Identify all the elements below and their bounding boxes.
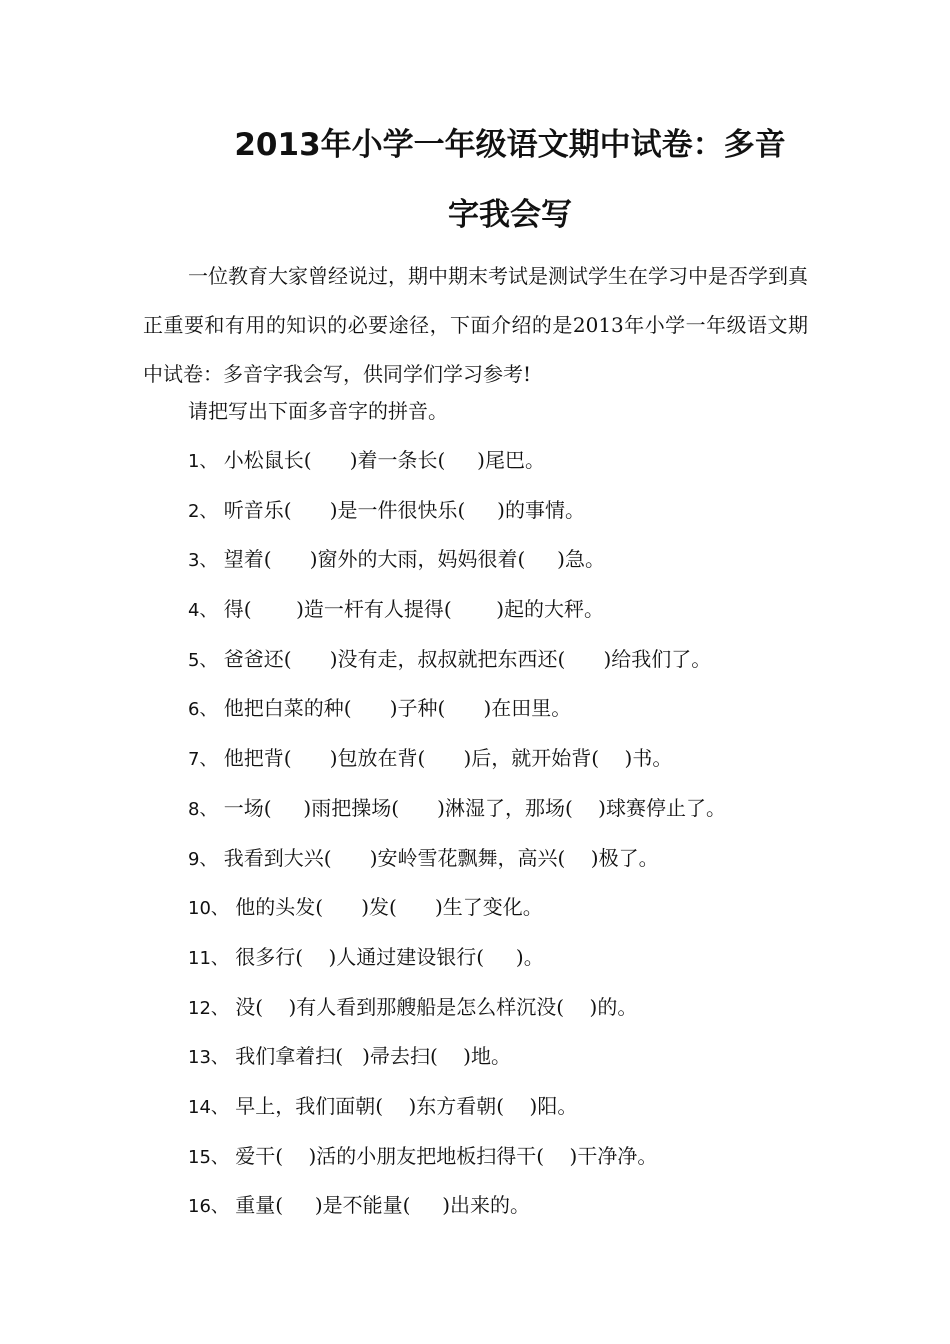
question-number: 9、	[188, 848, 218, 870]
question-item	[188, 987, 726, 1037]
question-number: 4、	[188, 600, 218, 622]
intro-paragraph: 一位教育大家曾经说过，期中期末考试是测试学生在学习中是否学到真正重要和有用的知识的必要途径，下面介绍的是2013年小学一年级语文期中试卷：多音字我会写，供同学们学习参考!	[143, 264, 808, 386]
question-number: 16、	[188, 1196, 229, 1218]
question-text: 他的头发( )发( )生了变化。	[228, 895, 543, 920]
question-text: 小松鼠长( )着一条长( )尾巴。	[217, 448, 545, 472]
question-item	[188, 539, 726, 589]
question-text: 望着( )窗外的大雨，妈妈很着( )急。	[217, 547, 605, 572]
question-text: 没( )有人看到那艘船是怎么样沉没( )的。	[228, 994, 638, 1019]
title-line-1: 2013年小学一年级语文期中试卷：多音	[234, 127, 786, 163]
question-number: 8、	[188, 798, 218, 820]
question-text: 听音乐( )是一件很快乐( )的事情。	[217, 497, 585, 522]
question-text: 他把背( )包放在背( )后，就开始背( )书。	[217, 746, 673, 771]
question-text: 我们拿着扫( )帚去扫( )地。	[228, 1044, 511, 1069]
question-list	[188, 440, 726, 1235]
question-item	[188, 838, 726, 888]
question-text: 我看到大兴( )安岭雪花飘舞，高兴( )极了。	[217, 845, 659, 870]
question-number: 7、	[188, 749, 218, 771]
question-item	[188, 1086, 726, 1136]
question-number: 14、	[188, 1096, 229, 1118]
question-number: 5、	[188, 649, 218, 671]
question-item	[188, 440, 726, 490]
title-line-2: 字我会写	[448, 197, 572, 233]
question-text: 早上，我们面朝( )东方看朝( )阳。	[228, 1093, 578, 1118]
question-text: 得( )造一杆有人提得( )起的大秤。	[217, 597, 605, 622]
question-item	[188, 1185, 726, 1235]
question-item	[188, 738, 726, 788]
question-number: 10、	[188, 898, 229, 920]
question-number: 3、	[188, 550, 218, 572]
question-item	[188, 1136, 726, 1186]
document-title	[140, 110, 880, 250]
question-number: 13、	[188, 1047, 229, 1069]
question-text: 一场( )雨把操场( )淋湿了，那场( )球赛停止了。	[217, 795, 726, 820]
question-text: 重量( )是不能量( )出来的。	[228, 1193, 531, 1218]
question-item	[188, 937, 726, 987]
question-item	[188, 788, 726, 838]
question-number: 1、	[188, 451, 218, 472]
question-item	[188, 688, 726, 738]
question-number: 15、	[188, 1146, 229, 1168]
question-item	[188, 887, 726, 937]
question-number: 2、	[188, 500, 218, 522]
question-item	[188, 490, 726, 540]
question-number: 11、	[188, 947, 229, 969]
question-text: 爱干( )活的小朋友把地板扫得干( )干净净。	[228, 1143, 658, 1168]
question-number: 12、	[188, 997, 229, 1019]
question-text: 很多行( )人通过建设银行( )。	[228, 944, 544, 969]
question-text: 他把白菜的种( )子种( )在田里。	[217, 696, 572, 721]
question-number: 6、	[188, 699, 218, 721]
question-item	[188, 1036, 726, 1086]
question-item	[188, 589, 726, 639]
question-text: 爸爸还( )没有走，叔叔就把东西还( )给我们了。	[217, 646, 712, 671]
question-item	[188, 639, 726, 689]
instruction-text: 请把写出下面多音字的拼音。	[188, 399, 448, 423]
